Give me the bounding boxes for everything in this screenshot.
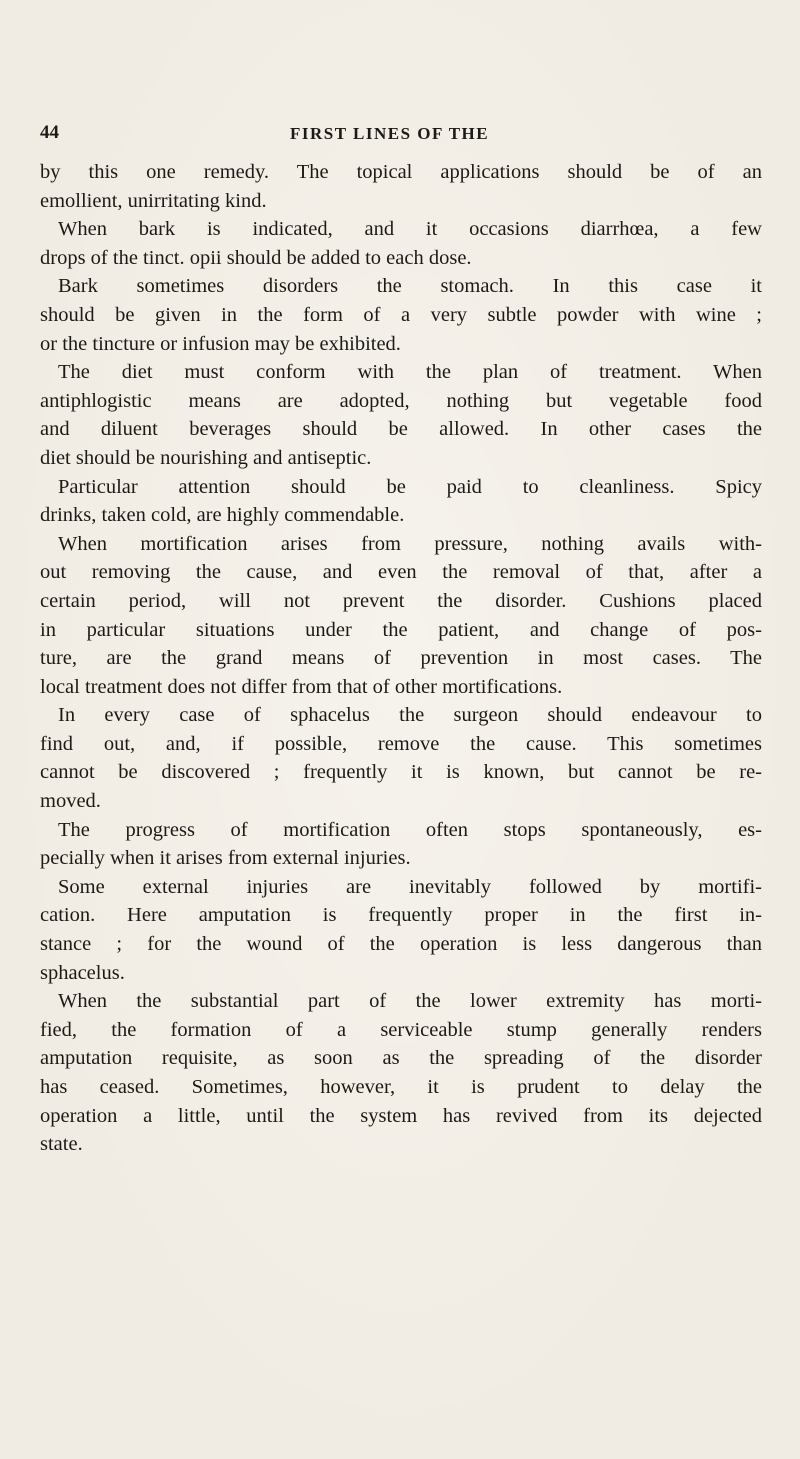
text-line: cannot be discovered ; frequently it is known, but cannot be re- bbox=[40, 761, 762, 784]
text-line: Particular attention should be paid to cleanliness. Spicy bbox=[58, 475, 762, 498]
text-line: fied, the formation of a serviceable stump generally renders bbox=[40, 1018, 762, 1041]
text-line: diet should be nourishing and antiseptic. bbox=[40, 446, 372, 469]
text-line: drops of the tinct. opii should be added to each dose. bbox=[40, 246, 472, 269]
text-line: When mortification arises from pressure, nothing avails with- bbox=[58, 532, 762, 555]
running-title: FIRST LINES OF THE bbox=[290, 124, 490, 143]
text-line: Some external injuries are inevitably followed by mortifi- bbox=[58, 875, 762, 898]
text-line: should be given in the form of a very subtle powder with wine ; bbox=[40, 303, 762, 326]
text-line: The diet must conform with the plan of treatment. When bbox=[58, 361, 762, 384]
text-line: Bark sometimes disorders the stomach. In this case it bbox=[58, 275, 762, 298]
text-line: When bark is indicated, and it occasions diarrhœa, a few bbox=[58, 218, 762, 241]
text-line: has ceased. Sometimes, however, it is prudent to delay the bbox=[40, 1076, 762, 1098]
text-line: cation. Here amputation is frequently proper in the first in- bbox=[40, 904, 762, 927]
text-line: amputation requisite, as soon as the spreading of the disorder bbox=[40, 1047, 762, 1070]
text-line: antiphlogistic means are adopted, nothing but vegetable food bbox=[40, 389, 762, 412]
page-number: 44 bbox=[40, 122, 59, 143]
text-line: moved. bbox=[40, 790, 101, 813]
text-line: certain period, will not prevent the disorder. Cushions placed bbox=[40, 589, 762, 612]
text-line: ture, are the grand means of prevention in most cases. The bbox=[40, 647, 762, 670]
page-header bbox=[40, 122, 760, 152]
text-line: The progress of mortification often stops spontaneously, es- bbox=[58, 818, 762, 841]
text-line: state. bbox=[40, 1133, 83, 1156]
text-line: sphacelus. bbox=[40, 961, 125, 984]
text-line: out removing the cause, and even the removal of that, after a bbox=[40, 561, 762, 584]
body-text bbox=[40, 158, 762, 1159]
text-line: pecially when it arises from external injuries. bbox=[40, 847, 411, 870]
text-line: operation a little, until the system has revived from its dejected bbox=[40, 1104, 762, 1127]
text-line: find out, and, if possible, remove the cause. This sometimes bbox=[40, 732, 762, 755]
text-line: local treatment does not differ from that of other mortifications. bbox=[40, 675, 563, 698]
text-line: or the tincture or infusion may be exhibited. bbox=[40, 332, 401, 355]
text-line: In every case of sphacelus the surgeon should endeavour to bbox=[58, 704, 762, 727]
text-line: emollient, unirritating kind. bbox=[40, 189, 267, 212]
text-line: by this one remedy. The topical applications should be of an bbox=[40, 161, 762, 183]
text-line: and diluent beverages should be allowed. In other cases the bbox=[40, 418, 762, 441]
text-line: in particular situations under the patient, and change of pos- bbox=[40, 618, 762, 641]
text-line: drinks, taken cold, are highly commendable. bbox=[40, 504, 405, 527]
text-line: When the substantial part of the lower extremity has morti- bbox=[58, 990, 762, 1013]
text-line: stance ; for the wound of the operation is less dangerous than bbox=[40, 933, 762, 956]
